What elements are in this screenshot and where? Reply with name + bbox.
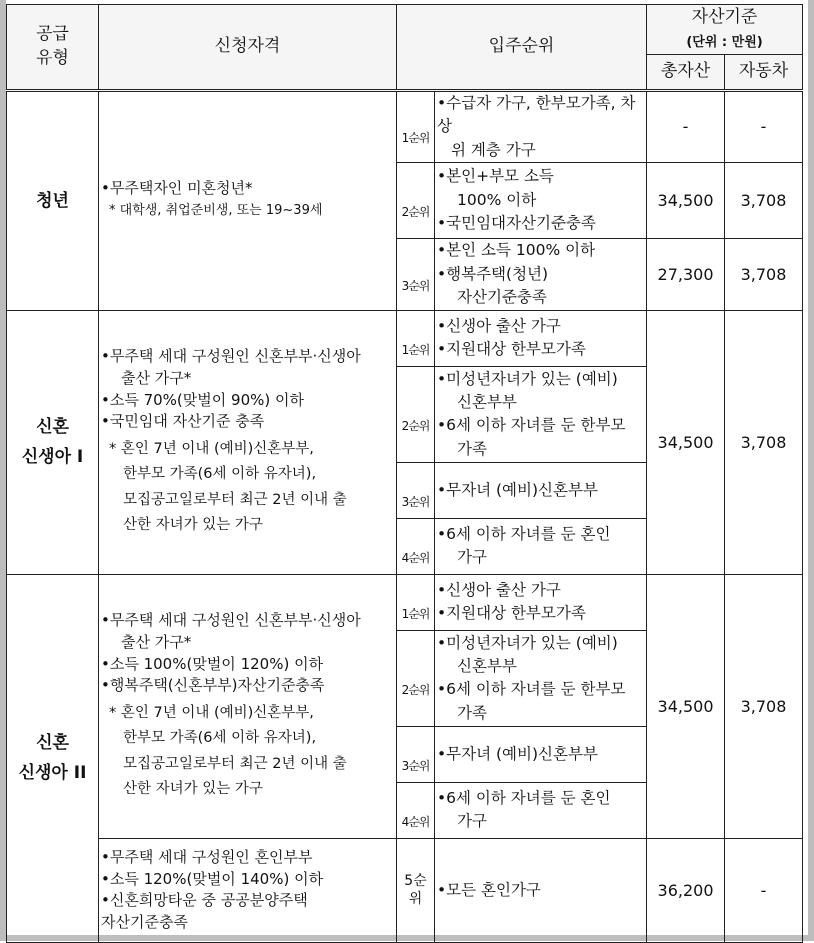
type-newlywed-1 — [7, 310, 99, 574]
nw2-marriage-eligibility — [99, 838, 397, 942]
nw1-row-1 — [7, 310, 803, 366]
nw2-m-1: •무주택 세대 구성원인 혼인부부 — [101, 847, 313, 866]
nw2-priority-1 — [435, 574, 647, 630]
header-type-line1: 공급 — [36, 24, 69, 45]
nw2-priority-3: •무자녀 (예비)신혼부부 — [435, 726, 647, 782]
nw2-p1-a: •신생아 출산 가구 — [437, 581, 561, 599]
nw1-p1-a: •신생아 출산 가구 — [437, 317, 561, 335]
youth-car-3: 3,708 — [725, 238, 803, 310]
nw2-rank-3: 3순위 — [397, 726, 435, 782]
nw2-m-2: •소득 120%(맞벌이 140%) 이하 — [101, 869, 324, 888]
youth-car-2: 3,708 — [725, 162, 803, 238]
nw2-rank-1: 1순위 — [397, 574, 435, 630]
nw1-priority-2 — [435, 366, 647, 462]
youth-rank-2: 2순위 — [397, 162, 435, 238]
nw2-cond-1b: 출산 가구* — [121, 632, 192, 651]
youth-p2-b: 100% 이하 — [457, 190, 537, 209]
nw2-rank-2: 2순위 — [397, 630, 435, 726]
youth-p1-b: 위 계층 가구 — [451, 140, 536, 159]
nw2-note-3: 모집공고일로부터 최근 2년 이내 출 — [123, 755, 347, 772]
nw2-priority-2 — [435, 630, 647, 726]
nw1-note-3: 모집공고일로부터 최근 2년 이내 출 — [123, 491, 347, 508]
nw2-total-5: 36,200 — [647, 838, 725, 942]
youth-priority-2 — [435, 162, 647, 238]
nw1-p2-c: •6세 이하 자녀를 둔 한부모 — [437, 416, 626, 435]
youth-total-1: - — [647, 91, 725, 163]
nw2-cond-3: •행복주택(신혼부부)자산기준충족 — [101, 676, 325, 695]
nw1-type-line1: 신혼 — [36, 416, 69, 437]
youth-rank-1: 1순위 — [397, 91, 435, 163]
youth-p3-c: 자산기준충족 — [457, 287, 547, 306]
nw2-note-2: 한부모 가족(6세 이하 유자녀), — [123, 730, 317, 747]
nw2-car: 3,708 — [725, 574, 803, 838]
nw1-eligibility — [99, 310, 397, 574]
nw2-note — [101, 701, 396, 803]
header-total-asset: 총자산 — [647, 55, 725, 91]
nw2-rank-5-b: 위 — [408, 891, 423, 908]
nw2-eligibility — [99, 574, 397, 838]
nw2-p2-d: 가족 — [457, 703, 487, 722]
nw2-row-1 — [7, 574, 803, 630]
nw2-p1-b: •지원대상 한부모가족 — [437, 604, 586, 623]
youth-rank-3: 3순위 — [397, 238, 435, 310]
youth-row-1 — [7, 91, 803, 163]
youth-p3-b: •행복주택(청년) — [437, 264, 549, 283]
nw1-rank-2: 2순위 — [397, 366, 435, 462]
nw1-rank-3: 3순위 — [397, 462, 435, 518]
nw2-p4-a: •6세 이하 자녀를 둔 혼인 — [437, 789, 611, 807]
nw1-p4-a: •6세 이하 자녀를 둔 혼인 — [437, 525, 611, 543]
nw2-p2-c: •6세 이하 자녀를 둔 한부모 — [437, 680, 626, 699]
nw1-cond-3: •국민임대 자산기준 충족 — [101, 412, 265, 431]
nw1-note-4: 산한 자녀가 있는 가구 — [123, 517, 263, 534]
header-asset-unit: (단위 : 만원) — [686, 34, 763, 50]
eligibility-table — [6, 4, 803, 943]
nw2-rank-5-a: 5순 — [404, 873, 427, 890]
nw2-p2-a: •미성년자녀가 있는 (예비) — [437, 633, 618, 652]
nw1-p2-b: 신혼부부 — [457, 393, 517, 411]
nw1-cond-2: •소득 70%(맞벌이 90%) 이하 — [101, 390, 304, 409]
youth-p3-a: •본인 소득 100% 이하 — [437, 241, 596, 260]
nw2-cond-2: •소득 100%(맞벌이 120%) 이하 — [101, 654, 324, 673]
nw1-p1-b: •지원대상 한부모가족 — [437, 340, 586, 359]
header-asset-label: 자산기준 — [691, 6, 758, 27]
youth-note: * 대학생, 취업준비생, 또는 19~39세 — [109, 203, 323, 219]
nw1-cond-1: •무주택 세대 구성원인 신혼부부·신생아 — [101, 347, 361, 365]
nw1-rank-1: 1순위 — [397, 310, 435, 366]
nw1-priority-1 — [435, 310, 647, 366]
nw1-priority-4 — [435, 518, 647, 574]
nw1-priority-3: •무자녀 (예비)신혼부부 — [435, 462, 647, 518]
youth-p2-c: •국민임대자산기준충족 — [437, 213, 596, 232]
nw1-p4-b: 가구 — [457, 548, 487, 567]
type-newlywed-2 — [7, 574, 99, 942]
nw2-priority-5: •모든 혼인가구 — [435, 838, 647, 942]
header-asset — [647, 5, 803, 55]
youth-total-3: 27,300 — [647, 238, 725, 310]
header-priority: 입주순위 — [397, 5, 647, 91]
nw2-m-3: •신혼희망타운 중 공공분양주택 — [101, 891, 308, 910]
youth-p1-a: •수급자 가구, 한부모가족, 차상 — [437, 94, 636, 136]
nw2-type-line1: 신혼 — [36, 732, 69, 753]
nw1-type-line2: 신생아 I — [21, 447, 84, 468]
youth-p2-a: •본인+부모 소득 — [437, 167, 554, 186]
nw1-cond-1b: 출산 가구* — [121, 368, 192, 387]
nw2-rank-5 — [397, 838, 435, 942]
nw1-car: 3,708 — [725, 310, 803, 574]
nw2-total: 34,500 — [647, 574, 725, 838]
nw1-note-1: * 혼인 7년 이내 (예비)신혼부부, — [109, 441, 314, 457]
nw2-car-5: - — [725, 838, 803, 942]
nw1-rank-4: 4순위 — [397, 518, 435, 574]
nw2-type-line2: 신생아 II — [18, 763, 87, 784]
nw2-p4-b: 가구 — [457, 812, 487, 831]
youth-total-2: 34,500 — [647, 162, 725, 238]
header-eligibility: 신청자격 — [99, 5, 397, 91]
youth-car-1: - — [725, 91, 803, 163]
header-type — [7, 5, 99, 91]
header-row — [7, 5, 803, 55]
youth-priority-1 — [435, 91, 647, 163]
type-youth: 청년 — [7, 91, 99, 311]
nw2-cond-1: •무주택 세대 구성원인 신혼부부·신생아 — [101, 611, 361, 629]
nw1-note — [101, 437, 396, 539]
nw1-note-2: 한부모 가족(6세 이하 유자녀), — [123, 466, 317, 483]
nw1-p2-a: •미성년자녀가 있는 (예비) — [437, 369, 618, 388]
nw1-p2-d: 가족 — [457, 439, 487, 458]
youth-priority-3 — [435, 238, 647, 310]
nw2-priority-4 — [435, 782, 647, 838]
nw2-row-5 — [7, 838, 803, 942]
header-type-line2: 유형 — [36, 48, 69, 68]
youth-eligibility — [99, 91, 397, 311]
nw2-m-4: 자산기준충족 — [101, 913, 188, 931]
nw2-note-4: 산한 자녀가 있는 가구 — [123, 781, 263, 798]
nw2-p2-b: 신혼부부 — [457, 657, 517, 675]
nw1-total: 34,500 — [647, 310, 725, 574]
nw2-note-1: * 혼인 7년 이내 (예비)신혼부부, — [109, 705, 314, 721]
header-car: 자동차 — [725, 55, 803, 91]
youth-cond-1: •무주택자인 미혼청년* — [101, 178, 253, 197]
nw2-rank-4: 4순위 — [397, 782, 435, 838]
